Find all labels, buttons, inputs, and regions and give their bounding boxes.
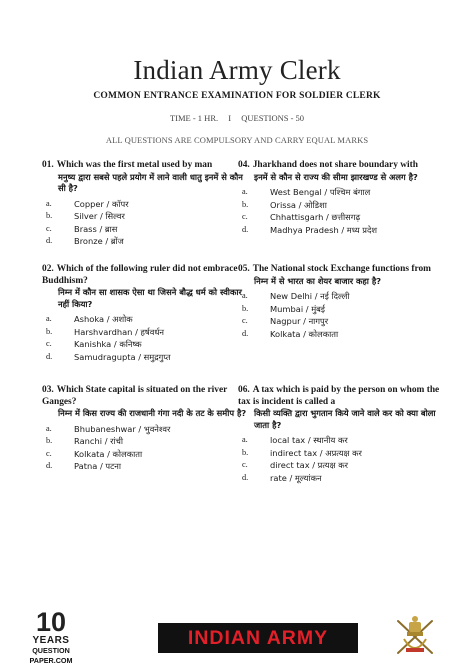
- exam-time: TIME - 1 HR.: [169, 113, 219, 123]
- option-b: b. Silver / सिल्वर: [46, 211, 125, 222]
- question-text-en: The National stock Exchange functions from: [252, 264, 431, 274]
- question-number: 02.: [42, 264, 54, 274]
- option-a: a. Bhubaneshwar / भुवनेश्वर: [46, 423, 171, 434]
- question-text-hi: किसी व्यक्ति द्वारा भुगतान किये जाने वाले कर को क्या बोला जाता है?: [254, 408, 436, 430]
- question-02: [42, 264, 247, 372]
- logo-number: 10: [35, 607, 67, 637]
- option-b: b. Harshvardhan / हर्षवर्धन: [46, 326, 165, 337]
- question-text-hi: इनमें से कौन से राज्य की सीमा झारखण्ड से अलग है?: [254, 171, 418, 182]
- option-a: a. Ashoka / अशोक: [46, 314, 133, 324]
- exam-meta: [0, 113, 474, 123]
- option-c: c. Kolkata / कोलकाता: [46, 448, 143, 459]
- option-c: c. Chhattisgarh / छत्तीसगढ़: [242, 212, 361, 223]
- option-c: c. Brass / ब्रास: [46, 223, 118, 234]
- question-number: 04.: [238, 160, 250, 170]
- option-d: d. Samudragupta / समुद्रगुप्त: [46, 351, 171, 362]
- question-text-hi: निम्न में कौन सा शासक ऐसा था जिसने बौद्ध धर्म को स्वीकार नहीं किया?: [58, 287, 242, 309]
- logo-site: QUESTION PAPER.COM: [29, 646, 73, 665]
- exam-instructions: ALL QUESTIONS ARE COMPULSORY AND CARRY EQUAL MARKS: [105, 135, 369, 145]
- questions-column-left: [42, 160, 247, 486]
- option-d: d. Patna / पटना: [46, 461, 122, 472]
- question-text-en: Which was the first metal used by man: [56, 160, 213, 170]
- question-text-en: Which of the following ruler did not embrace Buddhism?: [42, 264, 238, 286]
- question-01: [42, 160, 247, 251]
- option-c: c. Nagpur / नागपुर: [242, 316, 329, 327]
- question-number: 03.: [42, 385, 54, 395]
- questions-column-right: [238, 160, 448, 497]
- option-a: a. Copper / कॉपर: [46, 198, 129, 209]
- option-c: c. direct tax / प्रत्यक्ष कर: [242, 460, 348, 471]
- option-c: c. Kanishka / कनिष्क: [46, 339, 142, 350]
- option-b: b. Orissa / ओडिशा: [242, 199, 327, 210]
- option-d: d. Bronze / ब्रोंज: [46, 236, 124, 247]
- page-title: Indian Army Clerk: [133, 55, 341, 85]
- question-text-hi: निम्न में किस राज्य की राजधानी गंगा नदी के तट के समीप है?: [58, 408, 247, 418]
- question-number: 06.: [238, 385, 250, 395]
- exam-question-count: QUESTIONS - 50: [241, 113, 305, 123]
- meta-separator: I: [228, 113, 232, 123]
- question-04: [238, 160, 448, 251]
- option-b: b. Ranchi / रांची: [46, 436, 124, 447]
- question-number: 05.: [238, 264, 250, 274]
- question-number: 01.: [42, 160, 54, 170]
- option-d: d. Kolkata / कोलकाता: [242, 328, 339, 339]
- question-03: [42, 385, 247, 473]
- footer: [0, 603, 474, 670]
- question-05: [238, 264, 448, 372]
- question-text-hi: मनुष्य द्वारा सबसे पहले प्रयोग में लाने वाली धातु इनमें से कौन सी है?: [58, 171, 243, 193]
- option-a: a. New Delhi / नई दिल्ली: [242, 291, 350, 301]
- page-subtitle: COMMON ENTRANCE EXAMINATION FOR SOLDIER CLERK: [93, 91, 381, 101]
- ten-years-logo: [14, 609, 88, 666]
- option-a: a. local tax / स्थानीय कर: [242, 435, 348, 445]
- option-d: d. Madhya Pradesh / मध्य प्रदेश: [242, 224, 378, 235]
- option-a: a. West Bengal / पश्चिम बंगाल: [242, 187, 371, 197]
- option-d: d. rate / मूल्यांकन: [242, 472, 322, 483]
- indian-army-banner: INDIAN ARMY: [158, 623, 358, 653]
- option-b: b. Mumbai / मुंबई: [242, 303, 325, 314]
- question-text-hi: निम्न में से भारत का शेयर बाजार कहा है?: [254, 275, 382, 286]
- question-text-en: Which State capital is situated on the river Ganges?: [42, 385, 228, 407]
- option-b: b. indirect tax / अप्रत्यक्ष कर: [242, 447, 362, 458]
- question-06: [238, 385, 448, 484]
- indian-army-emblem-icon: [392, 613, 438, 659]
- question-text-en: A tax which is paid by the person on whom the tax is incident is called a: [238, 385, 440, 407]
- question-text-en: Jharkhand does not share boundary with: [252, 160, 418, 170]
- logo-years: YEARS: [32, 635, 70, 646]
